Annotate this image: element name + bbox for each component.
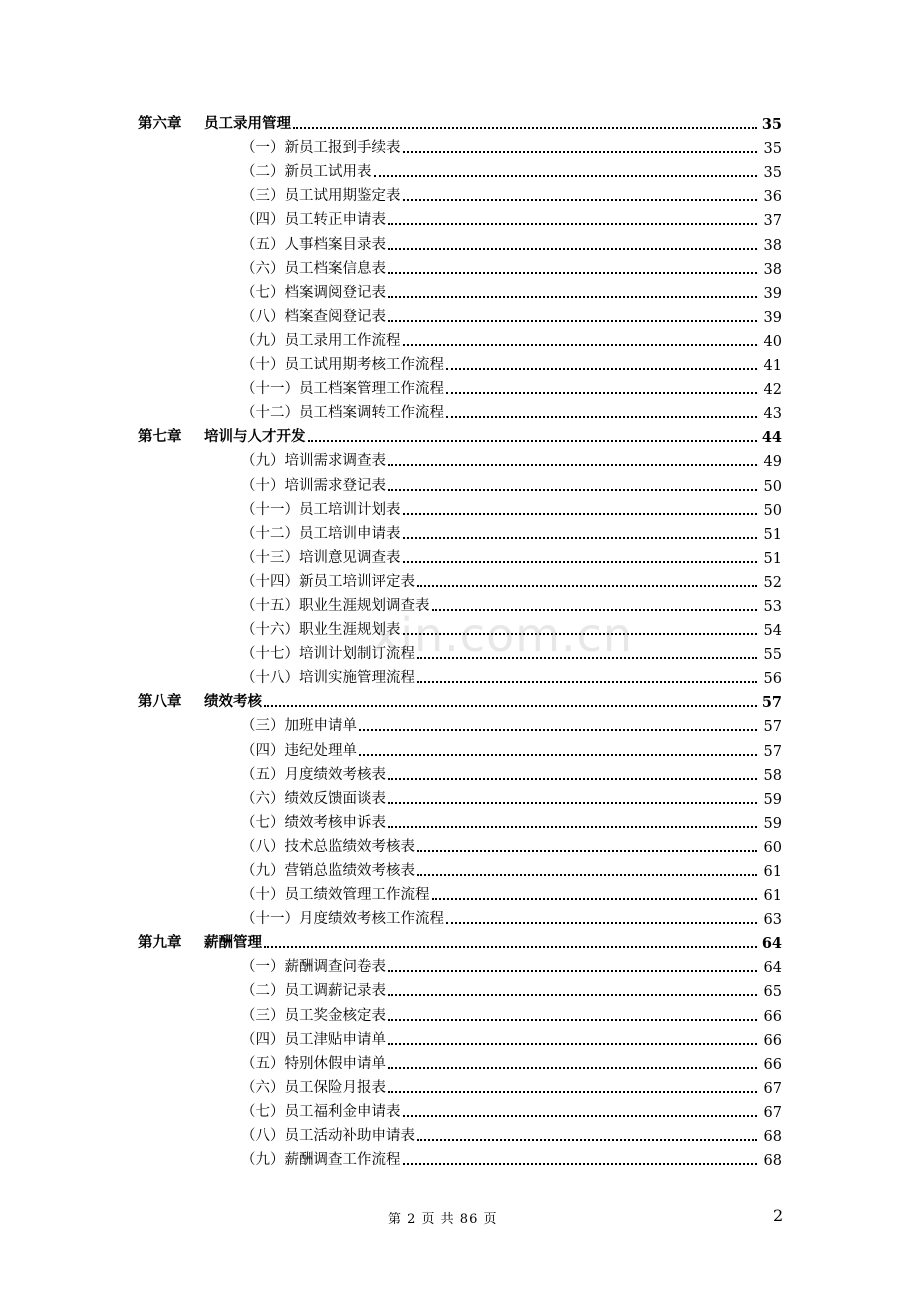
toc-chapter-number: 第七章 [138,428,182,446]
toc-title: （五）特别休假申请单 [241,1055,386,1072]
toc-page-number: 43 [763,406,782,423]
toc-page-number: 39 [763,309,782,326]
toc-dot-leader [446,392,757,394]
toc-dot-leader [388,970,757,972]
toc-entry-row[interactable] [0,1148,920,1172]
toc-entry-row[interactable] [0,1100,920,1124]
toc-dot-leader [417,585,757,587]
toc-title: （八）员工活动补助申请表 [241,1128,415,1145]
toc-page-number: 61 [763,864,782,880]
toc-entry-row[interactable] [0,401,920,425]
toc-entry-row[interactable] [0,979,920,1003]
toc-entry-row[interactable] [0,955,920,979]
toc-title: （二）员工调薪记录表 [241,983,386,1000]
toc-dot-leader [446,368,757,370]
toc-entry-row[interactable] [0,377,920,401]
toc-entry-row[interactable] [0,305,920,329]
toc-dot-leader [417,681,757,683]
toc-page-number: 49 [763,454,782,471]
toc-entry-row[interactable] [0,522,920,546]
toc-entry-row[interactable] [0,883,920,907]
toc-chapter-row[interactable] [0,931,920,955]
toc-page-number: 41 [763,358,782,375]
toc-page-number: 54 [763,623,782,640]
toc-dot-leader [388,464,757,466]
toc-dot-leader [388,489,757,491]
toc-entry-row[interactable] [0,449,920,473]
toc-dot-leader [403,1163,758,1165]
footer-page-number: 2 [773,1206,784,1225]
toc-title: （四）员工转正申请表 [241,212,386,229]
toc-page-number: 59 [763,815,782,832]
toc-entry-row[interactable] [0,811,920,835]
toc-title: （七）员工福利金申请表 [241,1103,401,1120]
toc-page-number: 57 [763,719,782,736]
toc-title: （五）月度绩效考核表 [241,766,386,783]
toc-page-number: 67 [763,1080,782,1097]
toc-page-number: 68 [763,1129,782,1146]
toc-dot-leader [417,657,757,659]
toc-page-number: 57 [763,743,782,760]
toc-entry-row[interactable] [0,714,920,738]
toc-entry-row[interactable] [0,1052,920,1076]
toc-dot-leader [388,1091,757,1093]
toc-title: 培训与人才开发 [204,428,306,446]
toc-dot-leader [359,729,757,731]
toc-chapter-number: 第九章 [138,934,182,952]
toc-dot-leader [388,248,757,250]
toc-dot-leader [388,994,757,996]
toc-page-number: 60 [763,839,782,856]
toc-title: （十二）员工培训申请表 [241,525,401,542]
toc-entry-row[interactable] [0,763,920,787]
toc-entry-row[interactable] [0,835,920,859]
toc-title: （十）员工绩效管理工作流程 [241,887,430,904]
toc-title: （十二）员工档案调转工作流程 [241,405,444,422]
toc-page-number: 66 [763,1056,782,1073]
toc-entry-row[interactable] [0,184,920,208]
toc-dot-leader [374,175,758,177]
toc-entry-row[interactable] [0,232,920,256]
toc-title: （十五）职业生涯规划调查表 [241,597,430,614]
toc-entry-row[interactable] [0,160,920,184]
toc-page-number: 50 [763,502,782,519]
toc-title: 薪酬管理 [204,934,262,952]
toc-title: （十三）培训意见调查表 [241,549,401,566]
toc-dot-leader [388,223,757,225]
toc-page-number: 56 [763,671,782,688]
toc-dot-leader [403,513,758,515]
toc-page-number: 36 [763,189,782,206]
toc-dot-leader [417,1139,757,1141]
toc-entry-row[interactable] [0,738,920,762]
toc-dot-leader [388,778,757,780]
toc-entry-row[interactable] [0,859,920,883]
toc-page-number: 65 [763,984,782,1001]
toc-title: （九）培训需求调查表 [241,453,386,470]
toc-page-number: 64 [761,935,782,953]
toc-page-number: 35 [763,165,782,182]
toc-title: （十一）月度绩效考核工作流程 [241,911,444,928]
toc-dot-leader [403,151,758,153]
toc-title: （十八）培训实施管理流程 [241,670,415,687]
toc-entry-row[interactable] [0,281,920,305]
toc-title: （十）培训需求登记表 [241,477,386,494]
toc-page-number: 63 [763,912,782,929]
toc-page-number: 66 [763,1008,782,1025]
toc-page-number: 39 [763,285,782,302]
toc-title: （一）薪酬调查问卷表 [241,959,386,976]
toc-dot-leader [417,874,757,876]
toc-title: （九）员工录用工作流程 [241,332,401,349]
toc-dot-leader [403,344,758,346]
toc-page-number: 64 [763,960,782,977]
toc-entry-row[interactable] [0,1003,920,1027]
toc-dot-leader [446,922,757,924]
toc-chapter-row[interactable] [0,690,920,714]
toc-entry-row[interactable] [0,666,920,690]
toc-page-number: 59 [763,791,782,808]
toc-page-number: 51 [763,526,782,543]
toc-entry-row[interactable] [0,570,920,594]
toc-entry-row[interactable] [0,546,920,570]
toc-title: （九）营销总监绩效考核表 [241,863,415,879]
toc-title: （十六）职业生涯规划表 [241,622,401,639]
toc-title: （十）员工试用期考核工作流程 [241,357,444,374]
toc-page-number: 67 [763,1104,782,1121]
toc-dot-leader [308,440,758,442]
toc-dot-leader [388,1019,757,1021]
footer-page-info: 第 2 页 共 86 页 [388,1212,498,1227]
toc-entry-row[interactable] [0,498,920,522]
page-footer [0,1206,920,1230]
toc-entry-row[interactable] [0,1124,920,1148]
toc-title: 绩效考核 [204,693,262,711]
toc-page-number: 52 [763,574,782,591]
toc-title: （四）违纪处理单 [241,742,357,759]
toc-page-number: 35 [761,116,782,134]
toc-entry-row[interactable] [0,907,920,931]
toc-title: （一）新员工报到手续表 [241,140,401,157]
toc-page-number: 55 [763,647,782,664]
toc-title: （三）员工奖金核定表 [241,1007,386,1024]
toc-dot-leader [388,1067,757,1069]
toc-dot-leader [388,320,757,322]
toc-chapter-row[interactable] [0,112,920,136]
toc-title: 员工录用管理 [204,115,291,133]
toc-entry-row[interactable] [0,618,920,642]
toc-title: （三）加班申请单 [241,718,357,735]
toc-title: （三）员工试用期鉴定表 [241,188,401,205]
toc-dot-leader [403,1115,758,1117]
toc-page-number: 53 [763,598,782,615]
toc-page-number: 38 [763,237,782,254]
toc-title: （二）新员工试用表 [241,164,372,181]
toc-dot-leader [403,199,758,201]
toc-title: （七）绩效考核申诉表 [241,814,386,831]
toc-title: （四）员工津贴申请单 [241,1031,386,1048]
toc-page-number: 57 [761,694,782,712]
toc-page-number: 37 [763,213,782,230]
toc-dot-leader [388,296,757,298]
toc-dot-leader [417,850,757,852]
toc-entry-row[interactable] [0,208,920,232]
toc-title: （十四）新员工培训评定表 [241,573,415,590]
toc-chapter-row[interactable] [0,425,920,449]
toc-page-number: 42 [763,382,782,399]
toc-page-number: 66 [763,1032,782,1049]
toc-chapter-number: 第六章 [138,115,182,133]
toc-chapter-number: 第八章 [138,693,182,711]
toc-dot-leader [403,537,758,539]
toc-title: （八）档案查阅登记表 [241,308,386,325]
toc-title: （五）人事档案目录表 [241,236,386,253]
toc-dot-leader [359,754,757,756]
toc-page-number: 58 [763,767,782,784]
watermark: xin.com.cn [372,608,634,662]
toc-dot-leader [403,633,758,635]
toc-title: （九）薪酬调查工作流程 [241,1152,401,1169]
toc-dot-leader [432,609,758,611]
toc-entry-row[interactable] [0,642,920,666]
toc-entry-row[interactable] [0,1076,920,1100]
table-of-contents [0,112,920,1172]
toc-page-number: 61 [763,888,782,905]
toc-entry-row[interactable] [0,473,920,497]
toc-page-number: 35 [763,141,782,158]
toc-dot-leader [388,802,757,804]
toc-dot-leader [264,705,757,707]
toc-entry-row[interactable] [0,353,920,377]
toc-page-number: 38 [763,261,782,278]
toc-dot-leader [388,272,757,274]
toc-entry-row[interactable] [0,594,920,618]
toc-entry-row[interactable] [0,257,920,281]
toc-title: （十七）培训计划制订流程 [241,646,415,663]
toc-title: （六）绩效反馈面谈表 [241,790,386,807]
toc-title: （六）员工保险月报表 [241,1079,386,1096]
toc-title: （十一）员工培训计划表 [241,501,401,518]
toc-title: （七）档案调阅登记表 [241,284,386,301]
toc-title: （八）技术总监绩效考核表 [241,838,415,855]
toc-dot-leader [446,416,757,418]
toc-title: （十一）员工档案管理工作流程 [241,381,444,398]
toc-page-number: 40 [763,333,782,350]
toc-page-number: 51 [763,550,782,567]
toc-entry-row[interactable] [0,787,920,811]
toc-dot-leader [388,826,757,828]
toc-title: （六）员工档案信息表 [241,260,386,277]
toc-dot-leader [264,946,757,948]
toc-entry-row[interactable] [0,136,920,160]
toc-dot-leader [432,898,758,900]
toc-dot-leader [403,561,758,563]
toc-dot-leader [388,1043,757,1045]
toc-entry-row[interactable] [0,1028,920,1052]
toc-dot-leader [293,127,757,129]
toc-entry-row[interactable] [0,329,920,353]
toc-page-number: 50 [763,478,782,495]
toc-page-number: 44 [761,429,782,447]
toc-page-number: 68 [763,1153,782,1170]
